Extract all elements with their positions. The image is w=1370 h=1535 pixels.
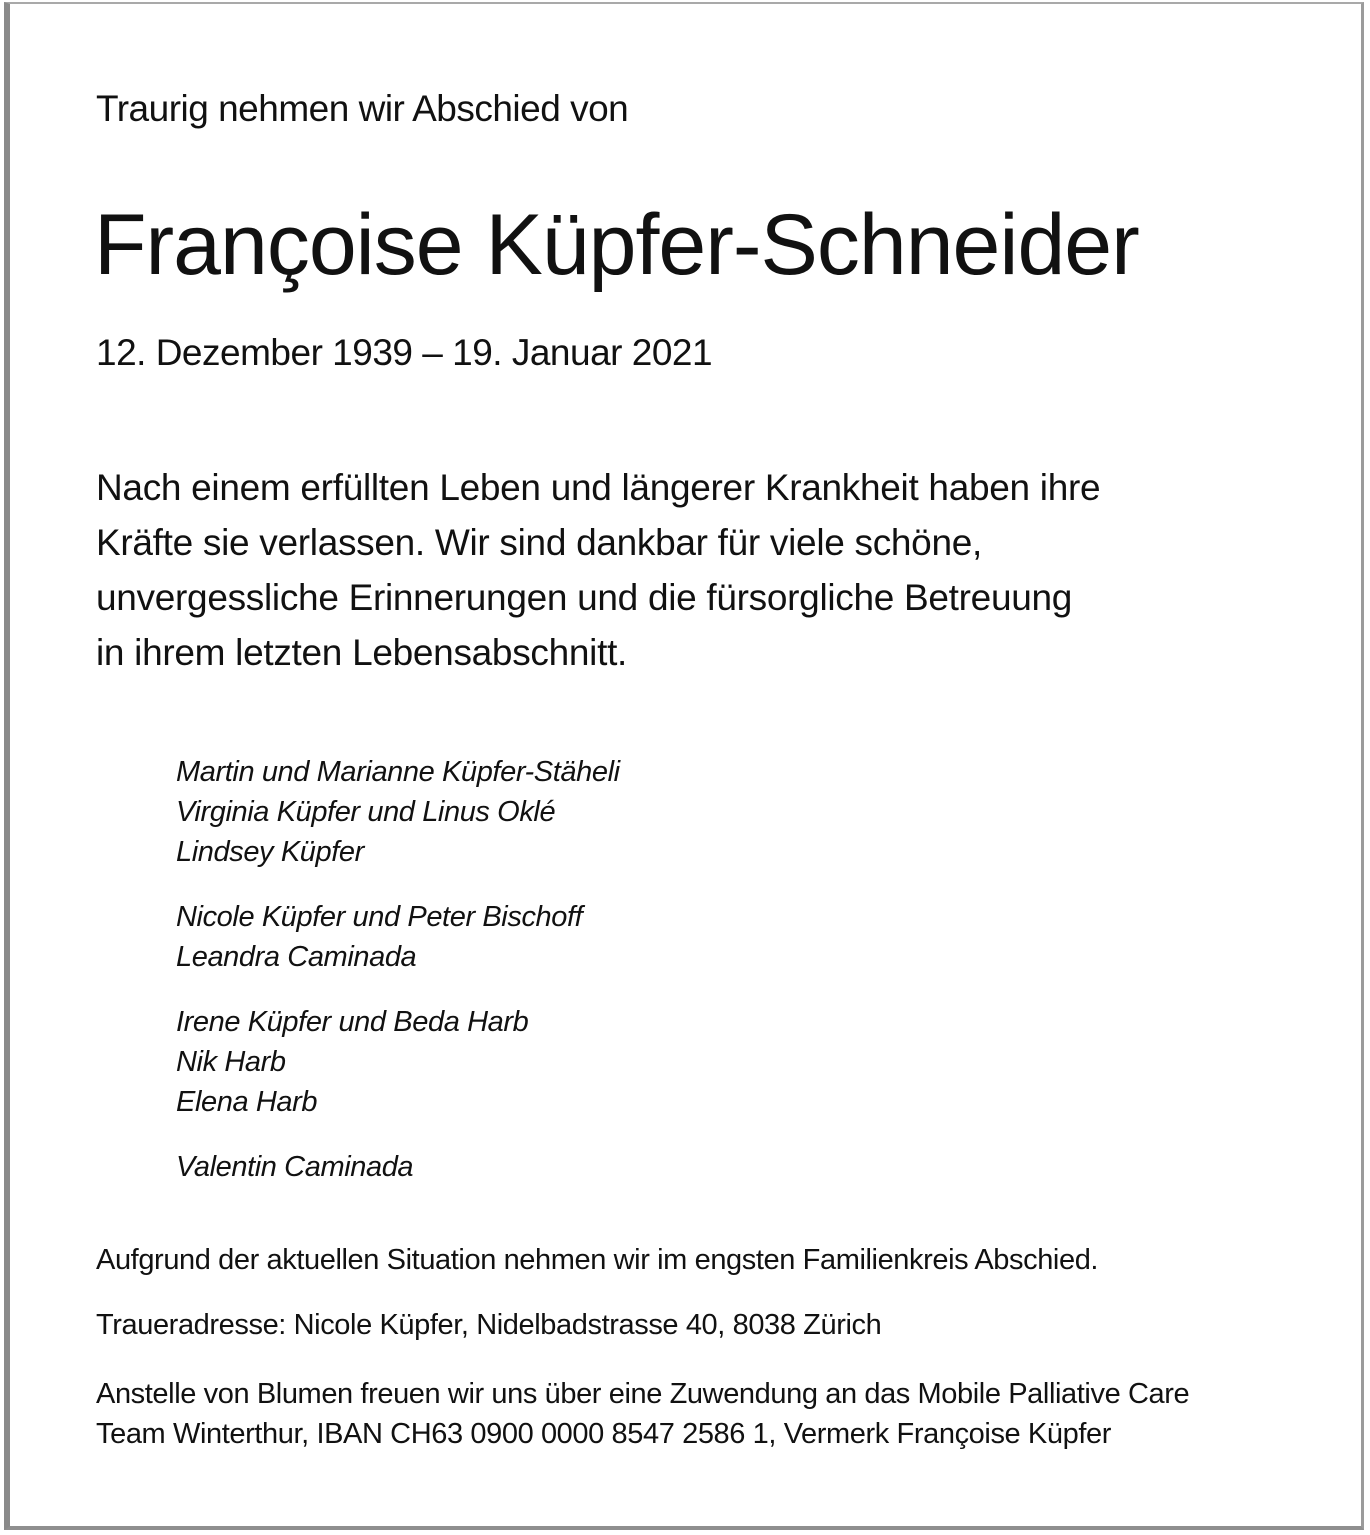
mourner-group [176, 1002, 620, 1122]
mourner-name: Virginia Küpfer und Linus Oklé [176, 796, 556, 828]
mourner-name: Valentin Caminada [176, 1151, 414, 1183]
deceased-name: Françoise Küpfer-Schneider [94, 197, 1139, 293]
mourner-group [176, 752, 620, 872]
message-line: Kräfte sie verlassen. Wir sind dankbar für viele schöne, [96, 522, 982, 563]
mourner-name: Martin und Marianne Küpfer-Stäheli [176, 756, 620, 788]
mourner-name: Irene Küpfer und Beda Harb [176, 1006, 529, 1038]
message-paragraph [96, 460, 1100, 680]
mourners-list [176, 752, 620, 1212]
life-dates: 12. Dezember 1939 – 19. Januar 2021 [96, 332, 713, 373]
message-line: Nach einem erfüllten Leben und längerer Krankheit haben ihre [96, 467, 1101, 508]
donation-line: Team Winterthur, IBAN CH63 0900 0000 8547 2586 1, Vermerk Françoise Küpfer [96, 1418, 1111, 1450]
intro-text: Traurig nehmen wir Abschied von [96, 88, 629, 129]
mourner-name: Leandra Caminada [176, 941, 417, 973]
message-line: unvergessliche Erinnerungen und die fürsorgliche Betreuung [96, 577, 1073, 618]
mourning-address: Traueradresse: Nicole Küpfer, Nidelbadstrasse 40, 8038 Zürich [96, 1309, 882, 1341]
mourner-name: Lindsey Küpfer [176, 836, 364, 868]
mourner-group [176, 1147, 620, 1187]
mourner-name: Elena Harb [176, 1086, 318, 1118]
farewell-note: Aufgrund der aktuellen Situation nehmen wir im engsten Familienkreis Abschied. [96, 1244, 1099, 1276]
donation-line: Anstelle von Blumen freuen wir uns über eine Zuwendung an das Mobile Palliative Care [96, 1378, 1190, 1410]
obituary-notice [4, 2, 1364, 1530]
donation-note [96, 1374, 1189, 1454]
mourner-group [176, 897, 620, 977]
mourner-name: Nik Harb [176, 1046, 286, 1078]
mourner-name: Nicole Küpfer und Peter Bischoff [176, 901, 583, 933]
message-line: in ihrem letzten Lebensabschnitt. [96, 632, 628, 673]
